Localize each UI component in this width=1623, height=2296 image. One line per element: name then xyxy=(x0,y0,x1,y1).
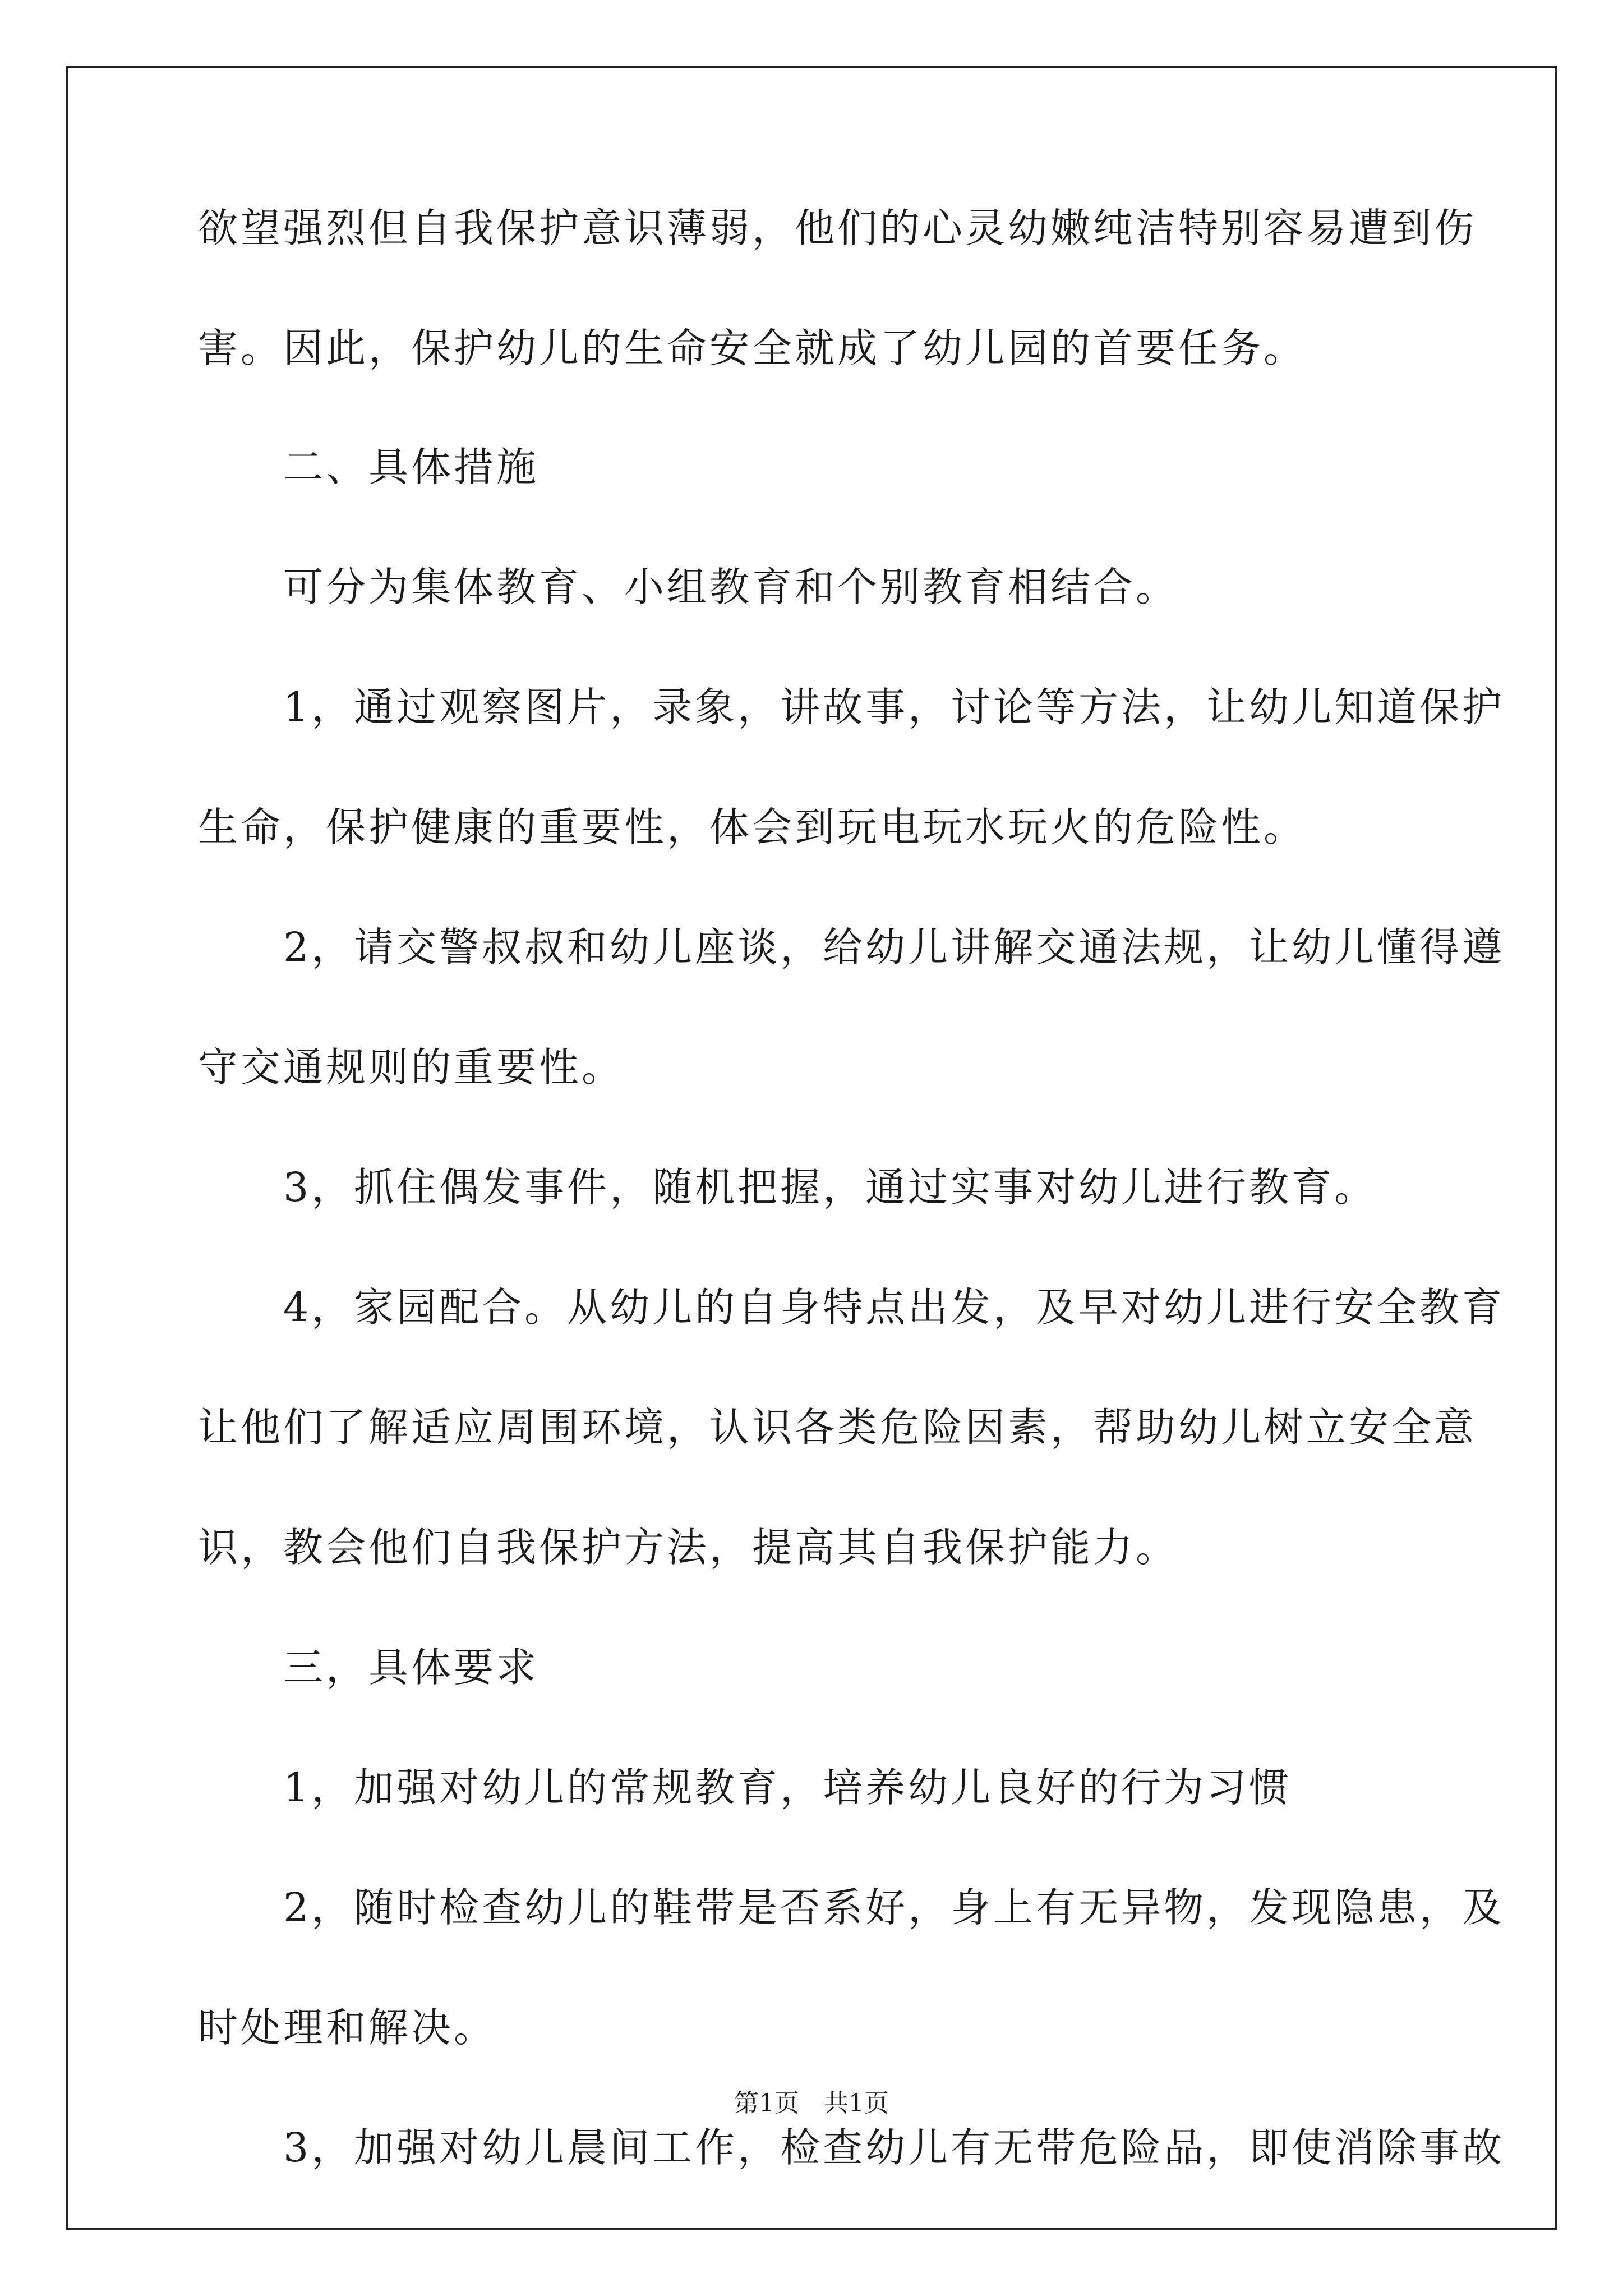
text-line: 3，加强对幼儿晨间工作，检查幼儿有无带危险品，即使消除事故 xyxy=(198,2124,1505,2171)
text-line: 时处理和解决。 xyxy=(198,2004,497,2051)
text-line: 欲望强烈但自我保护意识薄弱，他们的心灵幼嫩纯洁特别容易遭到伤 xyxy=(198,205,1477,251)
text-line: 生命，保护健康的重要性，体会到玩电玩水玩火的危险性。 xyxy=(198,804,1307,850)
section-heading: 二、具体措施 xyxy=(198,444,540,490)
text-line: 害。因此，保护幼儿的生命安全就成了幼儿园的首要任务。 xyxy=(198,325,1307,371)
text-line: 1，加强对幼儿的常规教育，培养幼儿良好的行为习惯 xyxy=(198,1764,1292,1811)
text-line: 2，请交警叔叔和幼儿座谈，给幼儿讲解交通法规，让幼儿懂得遵 xyxy=(198,924,1505,970)
text-line: 4，家园配合。从幼儿的自身特点出发，及早对幼儿进行安全教育 xyxy=(198,1284,1505,1331)
text-line: 3，抓住偶发事件，随机把握，通过实事对幼儿进行教育。 xyxy=(198,1164,1377,1211)
text-line: 2，随时检查幼儿的鞋带是否系好，身上有无异物，发现隐患，及 xyxy=(198,1884,1505,1931)
section-heading: 三，具体要求 xyxy=(198,1644,540,1691)
text-line: 1，通过观察图片，录象，讲故事，讨论等方法，让幼儿知道保护 xyxy=(198,684,1505,730)
text-line: 守交通规则的重要性。 xyxy=(198,1044,625,1091)
text-line: 让他们了解适应周围环境，认识各类危险因素，帮助幼儿树立安全意 xyxy=(198,1404,1477,1451)
text-line: 可分为集体教育、小组教育和个别教育相结合。 xyxy=(198,564,1179,610)
page-number: 第1页 共1页 xyxy=(734,2089,889,2118)
text-line: 识，教会他们自我保护方法，提高其自我保护能力。 xyxy=(198,1524,1179,1571)
